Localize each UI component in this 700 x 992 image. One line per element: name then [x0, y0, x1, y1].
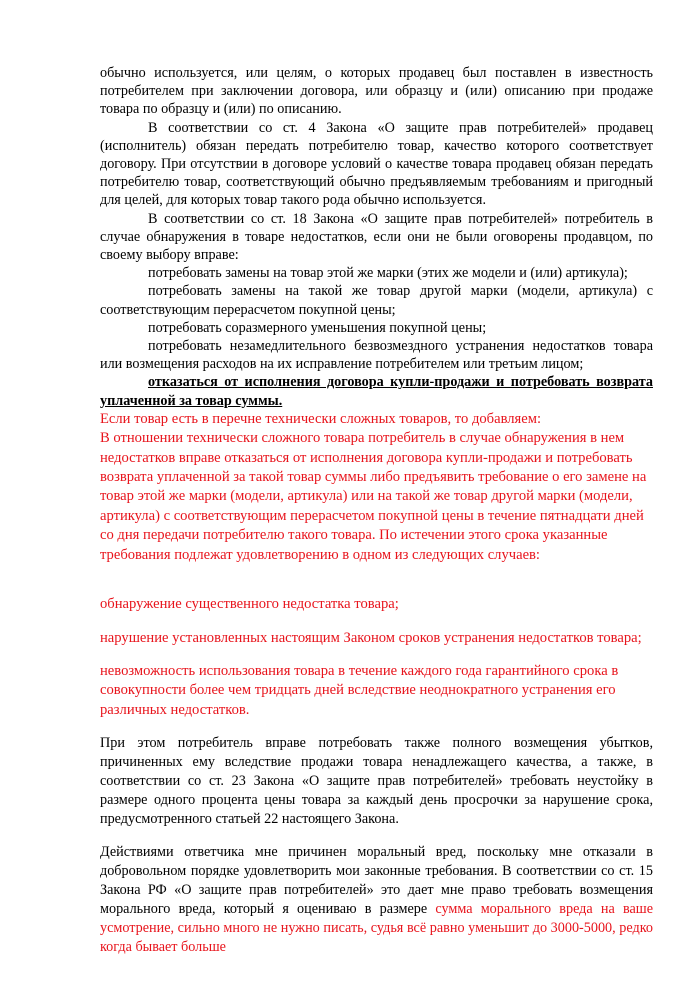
document-page — [100, 64, 653, 957]
option-price-reduction: потребовать соразмерного уменьшения покупной цены; — [148, 319, 487, 336]
red-case-1: обнаружение существенного недостатка товара; — [100, 596, 399, 613]
red-paragraph: В отношении технически сложного товара потребитель в случае обнаружения в нем недостатков вправе отказаться от исполнения договора купли-продажи и потребовать возврата уплаченной за такой товар суммы либо предъявить требование о его замене на товар этой же марки (модели, артикула) или на такой же товар другой марки (модели, артикула) с соответствующим перерасчетом покупной цены в течение пятнадцати дней со дня передачи потребителю такого товара. По истечении этого срока указанные требования подлежат удовлетворению в одном из следующих случаев: — [100, 430, 647, 563]
paragraph-losses: При этом потребитель вправе потребовать также полного возмещения убытков, причиненных ему вследствие продажи товара ненадлежащего качества, а также, в соответствии со ст. 23 Закона «О защите прав потребителей» требовать неустойку в размере одного процента цены товара за каждый день просрочки за нарушение срока, предусмотренного статьей 22 настоящего Закона. — [100, 735, 653, 828]
option-replace-other-brand: потребовать замены на такой же товар другой марки (модели, артикула) с соответствующим перерасчетом покупной цены; — [100, 283, 653, 318]
option-refund-emphasized: отказаться от исполнения договора купли-продажи и потребовать возврата уплаченной за товар суммы. — [100, 374, 653, 409]
paragraph-article-4: В соответствии со ст. 4 Закона «О защите прав потребителей» продавец (исполнитель) обязан передать потребителю товар, качество которого соответствует договору. При отсутствии в договоре условий о качестве товара продавец обязан передать потребителю товар, соответствующий обычно предъявляемым требованиям и пригодный для целей, для которых товар такого рода обычно используется. — [100, 119, 653, 209]
technically-complex-goods-block — [100, 410, 653, 720]
moral-damage-text: Действиями ответчика мне причинен моральный вред, поскольку мне отказали в добровольном порядке удовлетворить мои законные требования. В соответствии со ст. 15 Закона РФ «О защите прав потребителей» это дает мне право требовать возмещения морального вреда, который я оцениваю в размере — [100, 844, 653, 918]
paragraph-moral-damage — [100, 843, 653, 957]
paragraph-article-18: В соответствии со ст. 18 Закона «О защите прав потребителей» потребитель в случае обнаружения в товаре недостатков, если они не были оговорены продавцом, по своему выбору вправе: — [100, 210, 653, 264]
closing-section — [100, 734, 653, 957]
paragraph-1: обычно используется, или целям, о которых продавец был поставлен в известность потребителем при заключении договора, или образцу и (или) описанию при продаже товара по образцу и (или) по описанию. — [100, 65, 653, 118]
red-intro: Если товар есть в перечне технически сложных товаров, то добавляем: — [100, 410, 542, 427]
moral-damage-note: сумма морального вреда на ваше усмотрение, сильно много не нужно писать, судья всё равно уменьшит до 3000-5000, редко когда бывает больше — [100, 901, 653, 956]
red-case-2: нарушение установленных настоящим Законом сроков устранения недостатков товара; — [100, 629, 642, 646]
option-free-repair: потребовать незамедлительного безвозмездного устранения недостатков товара или возмещения расходов на их исправление потребителем или третьим лицом; — [100, 338, 653, 373]
red-case-3: невозможность использования товара в течение каждого года гарантийного срока в совокупности более чем тридцать дней вследствие неоднократного устранения его различных недостатков. — [100, 662, 619, 718]
option-replace-same-brand: потребовать замены на товар этой же марки (этих же модели и (или) артикула); — [148, 265, 628, 282]
